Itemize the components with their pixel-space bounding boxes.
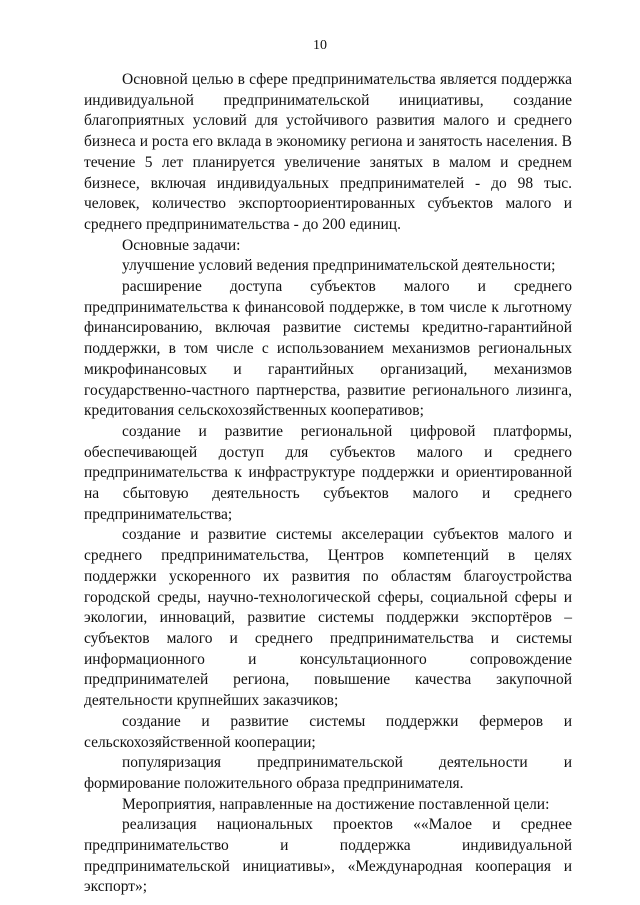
paragraph-measures-heading: Мероприятия, направленные на достижение поставленной цели: bbox=[122, 795, 550, 813]
paragraph-task-conditions: улучшение условий ведения предпринимательской деятельности; bbox=[122, 257, 556, 275]
paragraph-task-popularization: популяризация предпринимательской деятельности и формирование положительного образа предпринимателя. bbox=[84, 754, 572, 792]
paragraph-task-financing: расширение доступа субъектов малого и среднего предпринимательства к финансовой поддержке, в том числе к льготному финансированию, включая развитие системы кредитно-гарантийной поддержки, в том числе с использованием механизмов региональных микрофинансовых и гарантийных организаций, механизмов государственно-частного партнерства, развитие регионального лизинга, кредитования сельскохозяйственных кооперативов; bbox=[84, 278, 572, 420]
page-number: 10 bbox=[313, 38, 327, 53]
paragraph-task-acceleration: создание и развитие системы акселерации субъектов малого и среднего предпринимательства, Центров компетенций в целях поддержки ускоренного их развития по областям благоустройства городской среды, научно-технологической сферы, социальной сферы и экологии, инноваций, развитие системы поддержки экспортёров – субъектов малого и среднего предпринимательства и системы информационного и консультационного сопровождение предпринимателей региона, повышение качества закупочной деятельности крупнейших заказчиков; bbox=[84, 526, 572, 710]
paragraph-main-tasks-heading: Основные задачи: bbox=[122, 236, 241, 254]
paragraph-measure-national-projects: реализация национальных проектов ««Малое и среднее предпринимательство и поддержка индивидуальной предпринимательской инициативы», «Международная кооперация и экспорт»; bbox=[84, 816, 572, 896]
paragraph-main-goal: Основной целью в сфере предпринимательства является поддержка индивидуальной предпринимательской инициативы, создание благоприятных условий для устойчивого развития малого и среднего бизнеса и роста его вклада в экономику региона и занятость населения. В течение 5 лет планируется увеличение занятых в малом и среднем бизнесе, включая индивидуальных предпринимателей - до 98 тыс. человек, количество экспортоориентированных субъектов малого и среднего предпринимательства - до 200 единиц. bbox=[84, 71, 572, 233]
document-body bbox=[84, 70, 572, 898]
paragraph-task-digital-platform: создание и развитие региональной цифровой платформы, обеспечивающей доступ для субъектов малого и среднего предпринимательства к инфраструктуре поддержки и ориентированной на сбытовую деятельность субъектов малого и среднего предпринимательства; bbox=[84, 422, 572, 523]
paragraph-task-farmers: создание и развитие системы поддержки фермеров и сельскохозяйственной кооперации; bbox=[84, 712, 572, 751]
